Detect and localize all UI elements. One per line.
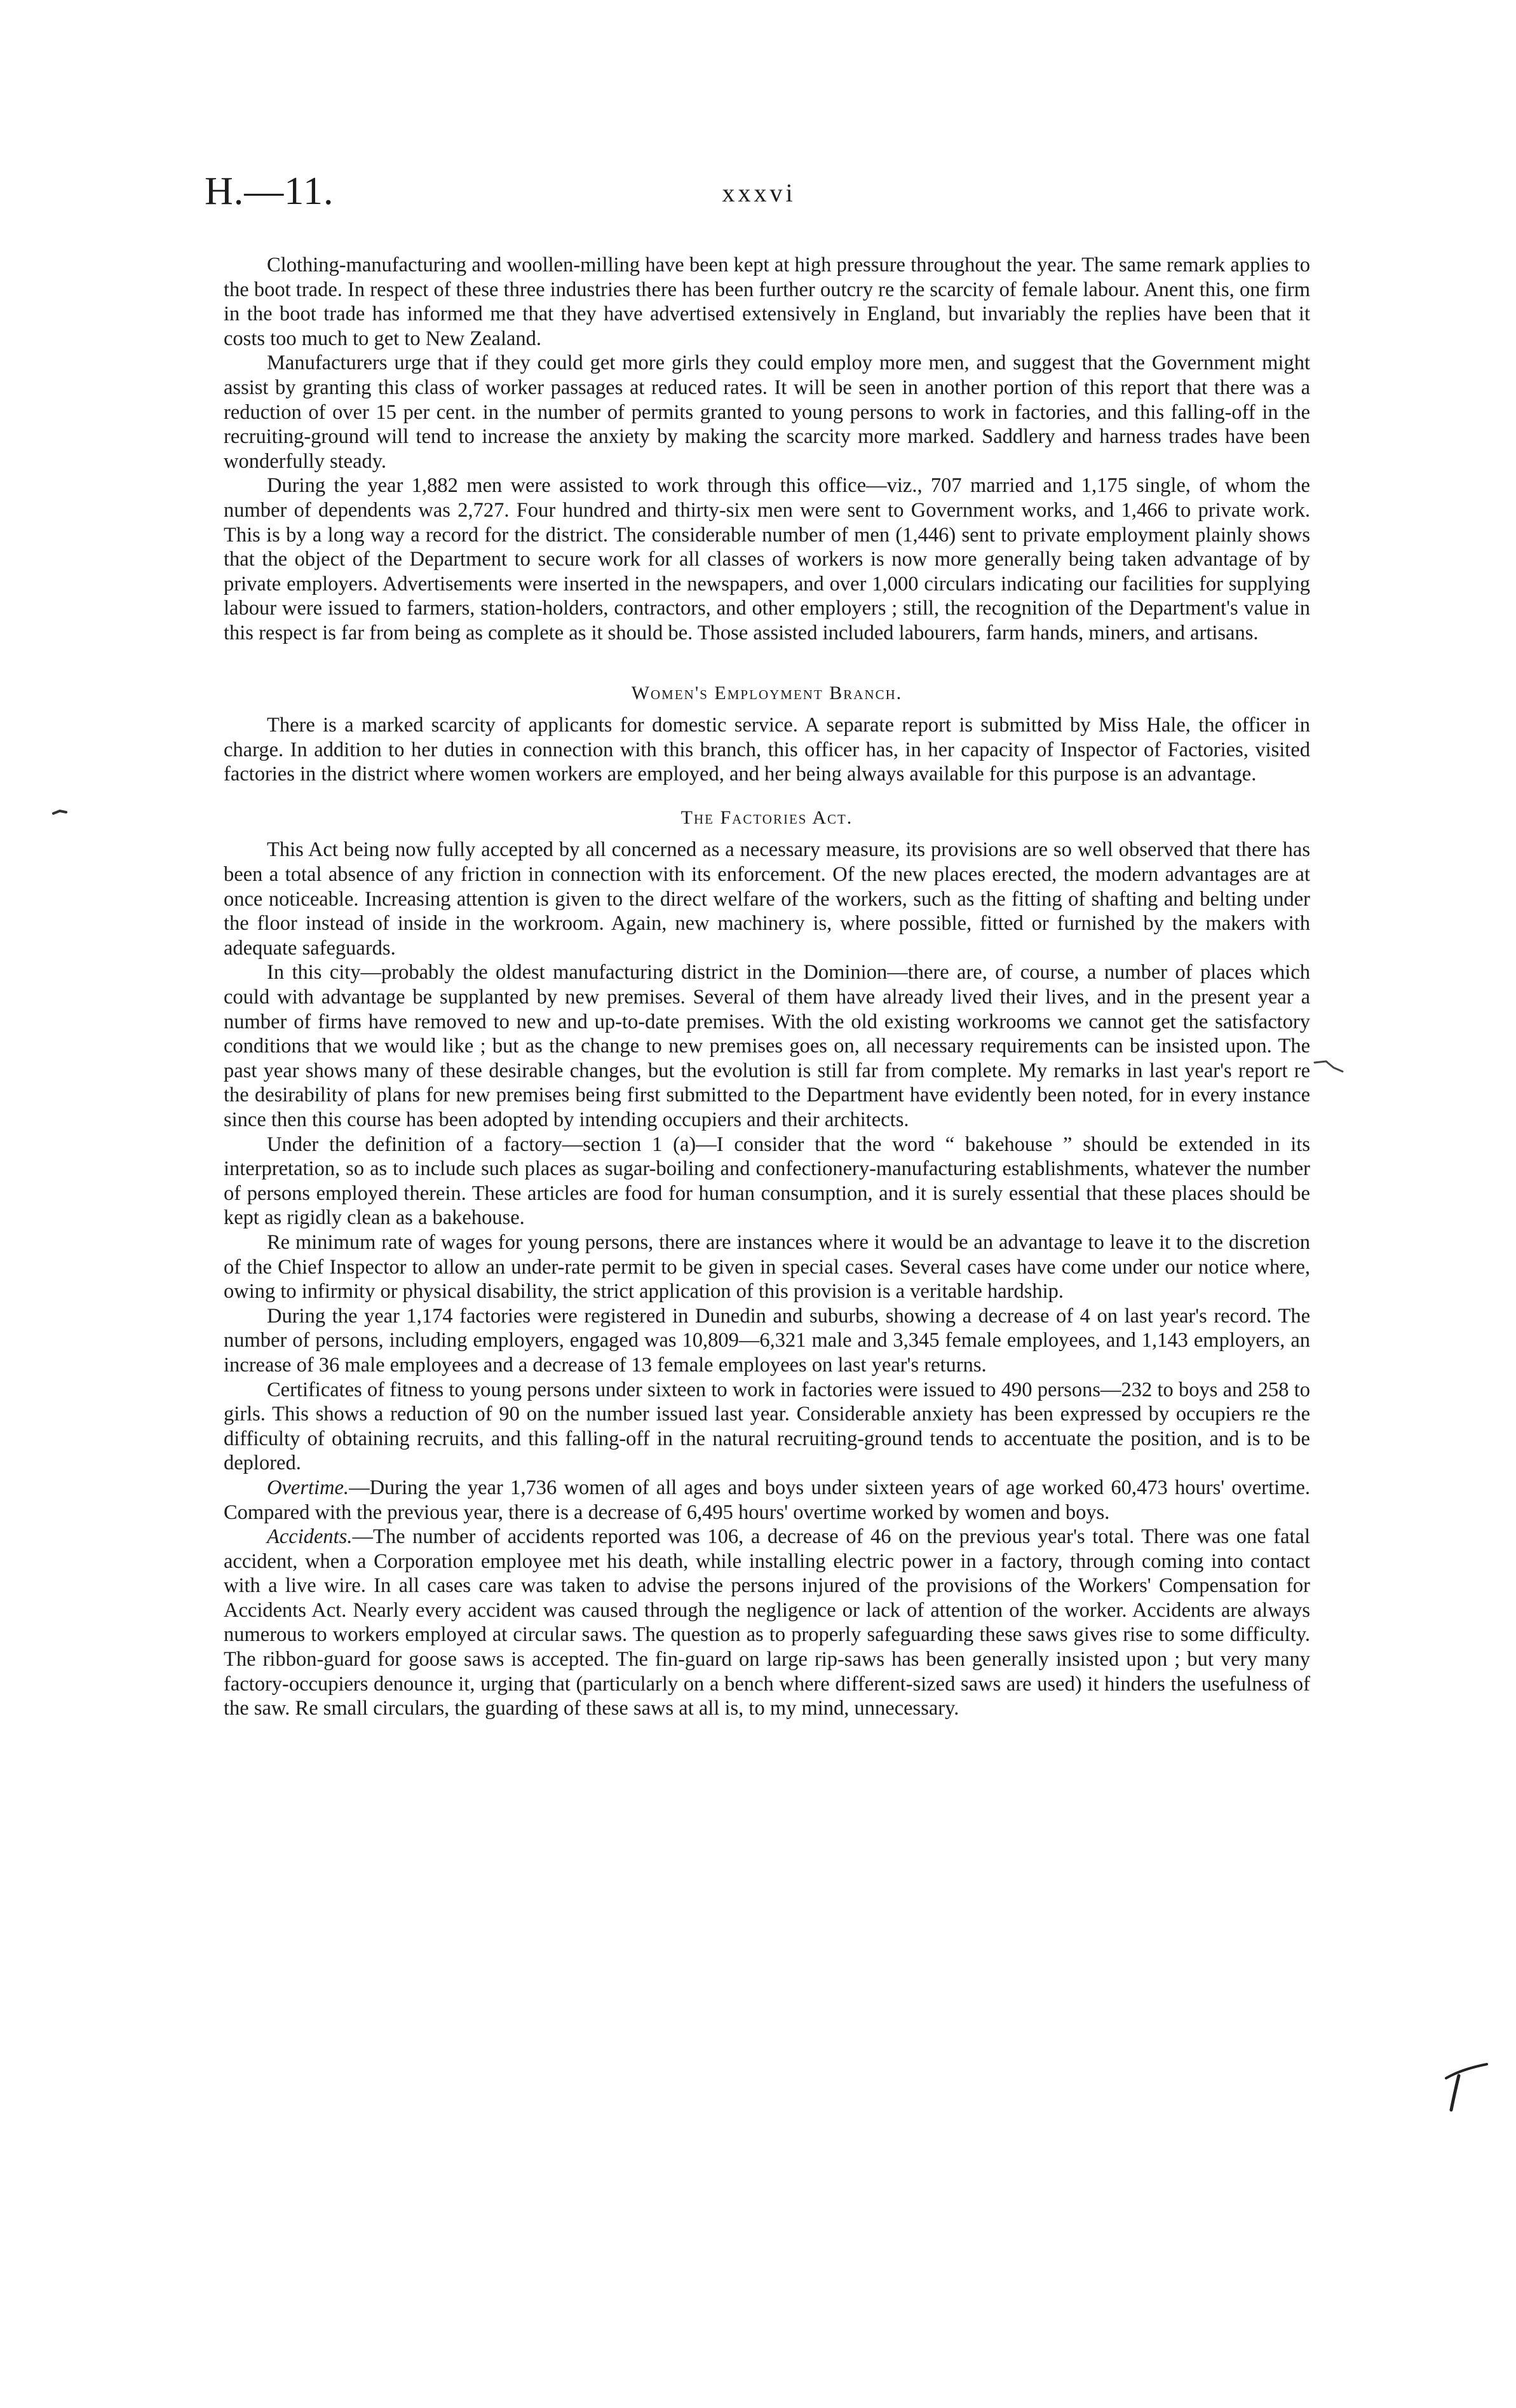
page-number: xxxvi [722,179,796,207]
margin-mark-right-top [1312,1055,1350,1080]
paragraph-domestic-service: There is a marked scarcity of applicants for domestic service. A separate report is submitted by Miss Hale, the officer in charge. In addition to her duties in connection with this branch, this officer has, in her capacity of Inspector of Factories, visited factories in the district where women workers are employed, and her being always available for this purpose is an advantage. [224,714,1310,786]
paragraph-minimum-wages: Re minimum rate of wages for young persons, there are instances where it would be an advantage to leave it to the discretion of the Chief Inspector to allow an under-rate permit to be given in special cases. Several cases have come under our notice where, owing to infirmity or physical disability, the strict application of this provision is a veritable hardship. [224,1230,1310,1303]
paragraph-certificates-of-fitness: Certificates of fitness to young persons under sixteen to work in factories were issued to 490 persons—232 to boys and 258 to girls. This shows a reduction of 90 on the number issued last year. Considerable anxiety has been expressed by occupiers re the difficulty of obtaining recruits, and this falling-off in the natural recruiting-ground tends to accentuate the position, and is to be deplored. [224,1378,1310,1475]
heading-womens-employment-branch: Women's Employment Branch. [631,682,903,704]
margin-mark-left [51,806,70,819]
body-text [224,253,1310,1721]
paragraph-factories-registered: During the year 1,174 factories were registered in Dunedin and suburbs, showing a decrease of 4 on last year's record. The number of persons, including employers, engaged was 10,809—6,321 male and 3,345 female employees, and 1,143 employers, an increase of 36 male employees and a decrease of 13 female employees on last year's returns. [224,1304,1310,1377]
accidents-text: —The number of accidents reported was 106, a decrease of 46 on the previous year's total. There was one fatal accident, when a Corporation employee met his death, while installing electric power in a factory, through coming into contact with a live wire. In all cases care was taken to advise the persons injured of the provisions of the Workers' Compensation for Accidents Act. Nearly every accident was caused through the negligence or lack of attention of the worker. Accidents are always numerous to workers employed at circular saws. The question as to properly safeguarding these saws gives rise to some difficulty. The ribbon-guard for goose saws is accepted. The fin-guard on large rip-saws has been generally insisted upon ; but very many factory-occupiers denounce it, urging that (particularly on a bench where different-sized saws are used) it hinders the usefulness of the saw. Re small circulars, the guarding of these saws at all is, to my mind, unnecessary. [224,1525,1310,1720]
paragraph-act-accepted: This Act being now fully accepted by all concerned as a necessary measure, its provisions are so well observed that there has been a total absence of any friction in connection with its enforcement. Of the new places erected, the modern advantages are at once noticeable. Increasing attention is given to the direct welfare of the workers, such as the fitting of shafting and belting under the floor instead of inside in the workroom. Again, new machinery is, where possible, fitted or furnished by the makers with adequate safeguards. [224,838,1310,960]
paragraph-bakehouse-definition: Under the definition of a factory—section 1 (a)—I consider that the word “ bakehouse ” should be extended in its interpretation, so as to include such places as sugar-boiling and confectionery-manufacturing establishments, whatever the number of persons employed therein. These articles are food for human consumption, and it is surely essential that these places should be kept as rigidly clean as a bakehouse. [224,1133,1310,1230]
margin-mark-right-bottom [1442,2059,1493,2116]
overtime-text: —During the year 1,736 women of all ages and boys under sixteen years of age worked 60,473 hours' overtime. Compared with the previous year, there is a decrease of 6,495 hours' overtime worked by women and boys. [224,1476,1310,1524]
overtime-label: Overtime. [267,1476,349,1499]
paragraph-manufacturers-urge: Manufacturers urge that if they could get more girls they could employ more men, and suggest that the Government might assist by granting this class of worker passages at reduced rates. It will be seen in another portion of this report that there was a reduction of over 15 per cent. in the number of permits granted to young persons to work in factories, and this falling-off in the recruiting-ground will tend to increase the anxiety by making the scarcity more marked. Saddlery and harness trades have been wonderfully steady. [224,351,1310,473]
running-head [205,169,1313,220]
paragraph-accidents [224,1525,1310,1721]
heading-factories-act: The Factories Act. [680,806,853,828]
document-reference: H.—11. [205,170,334,213]
paragraph-oldest-district: In this city—probably the oldest manufacturing district in the Dominion—there are, of course, a number of places which could with advantage be supplanted by new premises. Several of them have already lived their lives, and in the present year a number of firms have removed to new and up-to-date premises. With the old existing workrooms we cannot get the satisfactory conditions that we would like ; but as the change to new premises goes on, all necessary requirements can be insisted upon. The past year shows many of these desirable changes, but the evolution is still far from complete. My remarks in last year's report re the desirability of plans for new premises being first submitted to the Department have evidently been noted, for in every instance since then this course has been adopted by intending occupiers and their architects. [224,961,1310,1131]
accidents-label: Accidents. [267,1525,353,1549]
paragraph-overtime [224,1476,1310,1525]
paragraph-clothing-manufacturing: Clothing-manufacturing and woollen-milling have been kept at high pressure throughout the year. The same remark applies to the boot trade. In respect of these three industries there has been further outcry re the scarcity of female labour. Anent this, one firm in the boot trade has informed me that they have advertised extensively in England, but invariably the replies have been that it costs too much to get to New Zealand. [224,254,1310,350]
paragraph-men-assisted: During the year 1,882 men were assisted to work through this office—viz., 707 married and 1,175 single, of whom the number of dependents was 2,727. Four hundred and thirty-six men were sent to Government works, and 1,466 to private work. This is by a long way a record for the district. The considerable number of men (1,446) sent to private employment plainly shows that the object of the Department to secure work for all classes of workers is now more generally being taken advantage of by private employers. Advertisements were inserted in the newspapers, and over 1,000 circulars indicating our facilities for supplying labour were issued to farmers, station-holders, contractors, and other employers ; still, the recognition of the Department's value in this respect is far from being as complete as it should be. Those assisted included labourers, farm hands, miners, and artisans. [224,474,1310,644]
